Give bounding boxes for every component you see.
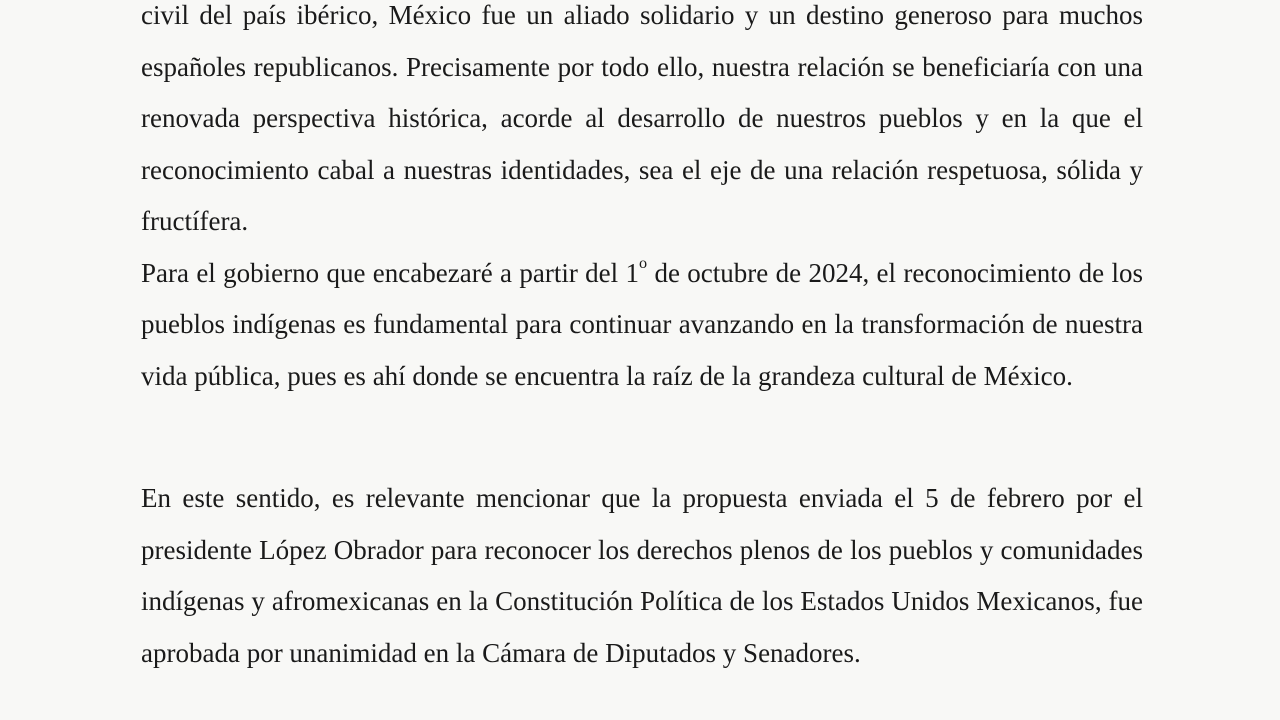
paragraph-2	[141, 248, 1143, 403]
ordinal-superscript: o	[639, 254, 648, 273]
text-block-lower	[141, 473, 1143, 679]
text-block-upper	[141, 0, 1143, 402]
paragraph-2-start: Para el gobierno que encabezaré a partir del 1	[141, 257, 640, 288]
paragraph-2-rest: de octubre de 2024, el reconocimiento de los pueblos indígenas es fundamental para continuar avanzando en la transformación de nuestra vida pública, pues es ahí donde se encuentra la raíz de la grandeza cultural de México.	[141, 257, 1143, 391]
paragraph-1: civil del país ibérico, México fue un aliado solidario y un destino generoso para muchos españoles republicanos. Precisamente por todo ello, nuestra relación se beneficiaría con una renovada perspectiva histórica, acorde al desarrollo de nuestros pueblos y en la que el reconocimiento cabal a nuestras identidades, sea el eje de una relación respetuosa, sólida y fructífera.	[141, 0, 1143, 236]
paragraph-3: En este sentido, es relevante mencionar que la propuesta enviada el 5 de febrero por el presidente López Obrador para reconocer los derechos plenos de los pueblos y comunidades indígenas y afromexicanas en la Constitución Política de los Estados Unidos Mexicanos, fue aprobada por unanimidad en la Cámara de Diputados y Senadores.	[141, 483, 1143, 668]
